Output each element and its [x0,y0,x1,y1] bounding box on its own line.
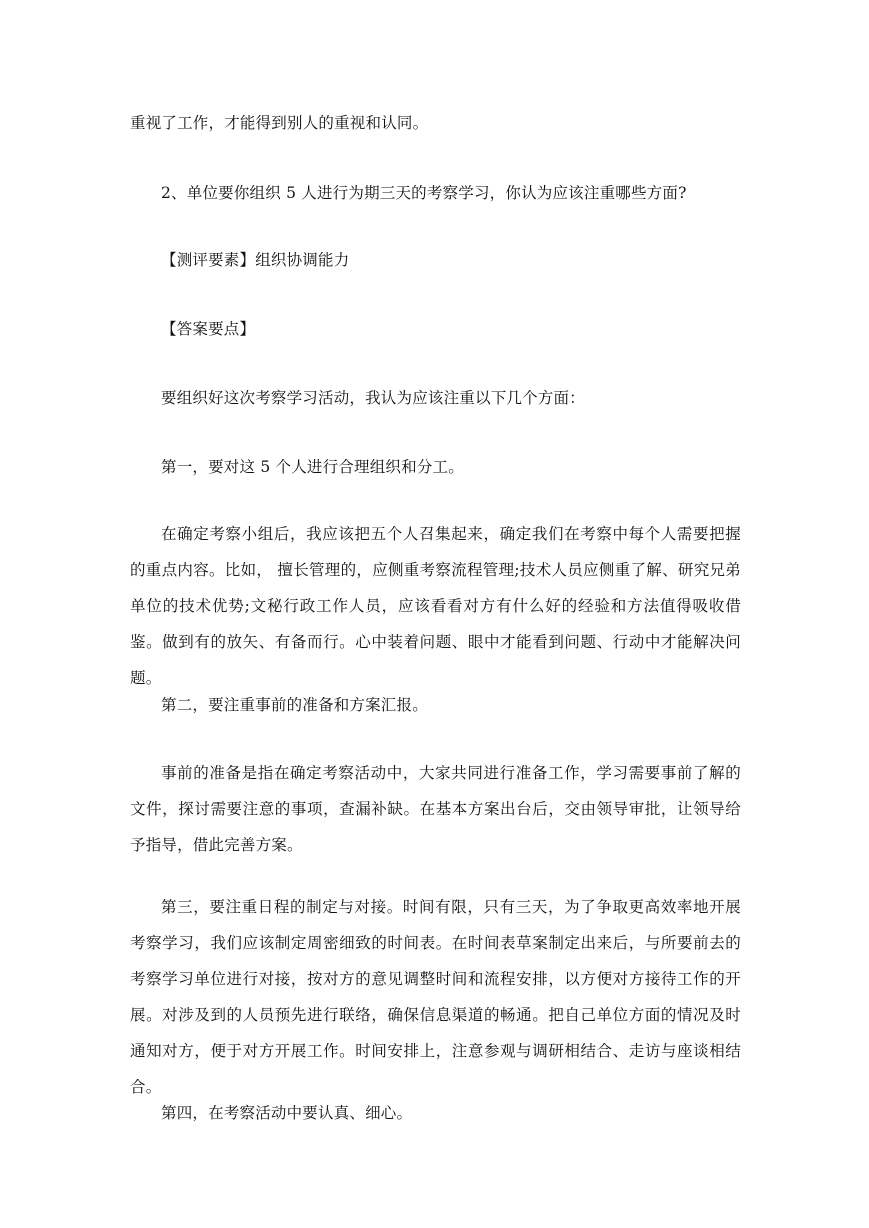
point-three-body: 第三，要注重日程的制定与对接。时间有限，只有三天，为了争取更高效率地开展考察学习，我们应该制定周密细致的时间表。在时间表草案制定出来后，与所要前去的考察学习单位进行对接，按对方的意见调整时间和流程安排，以方便对方接待工作的开展。对涉及到的人员预先进行联络，确保信息渠道的畅通。把自己单位方面的情况及时通知对方，便于对方开展工作。时间安排上，注意参观与调研相结合、走访与座谈相结合。 [130,898,741,1096]
answer-points-heading: 【答案要点】 [161,320,256,338]
point-one-heading: 第一，要对这 5 个人进行合理组织和分工。 [161,458,464,476]
point-two-heading: 第二，要注重事前的准备和方案汇报。 [161,696,428,714]
point-four-heading: 第四，在考察活动中要认真、细心。 [161,1104,413,1122]
evaluation-factor: 【测评要素】组织协调能力 [161,251,350,269]
point-one-body: 在确定考察小组后，我应该把五个人召集起来，确定我们在考察中每个人需要把握的重点内容。比如， 擅长管理的，应侧重考察流程管理;技术人员应侧重了解、研究兄弟单位的技术优势;文秘行政工作人员，应该看看对方有什么好的经验和方法值得吸收借鉴。做到有的放矢、有备而行。心中装着问题、眼中才能看到问题、行动中才能解决问题。 [130,525,741,687]
paragraph-intro-continuation: 重视了工作，才能得到别人的重视和认同。 [130,114,429,132]
answer-intro: 要组织好这次考察学习活动，我认为应该注重以下几个方面： [161,389,585,407]
point-two-body: 事前的准备是指在确定考察活动中，大家共同进行准备工作，学习需要事前了解的文件，探讨需要注意的事项，查漏补缺。在基本方案出台后，交由领导审批，让领导给予指导，借此完善方案。 [130,764,741,854]
question-heading: 2、单位要你组织 5 人进行为期三天的考察学习，你认为应该注重哪些方面? [161,184,687,202]
